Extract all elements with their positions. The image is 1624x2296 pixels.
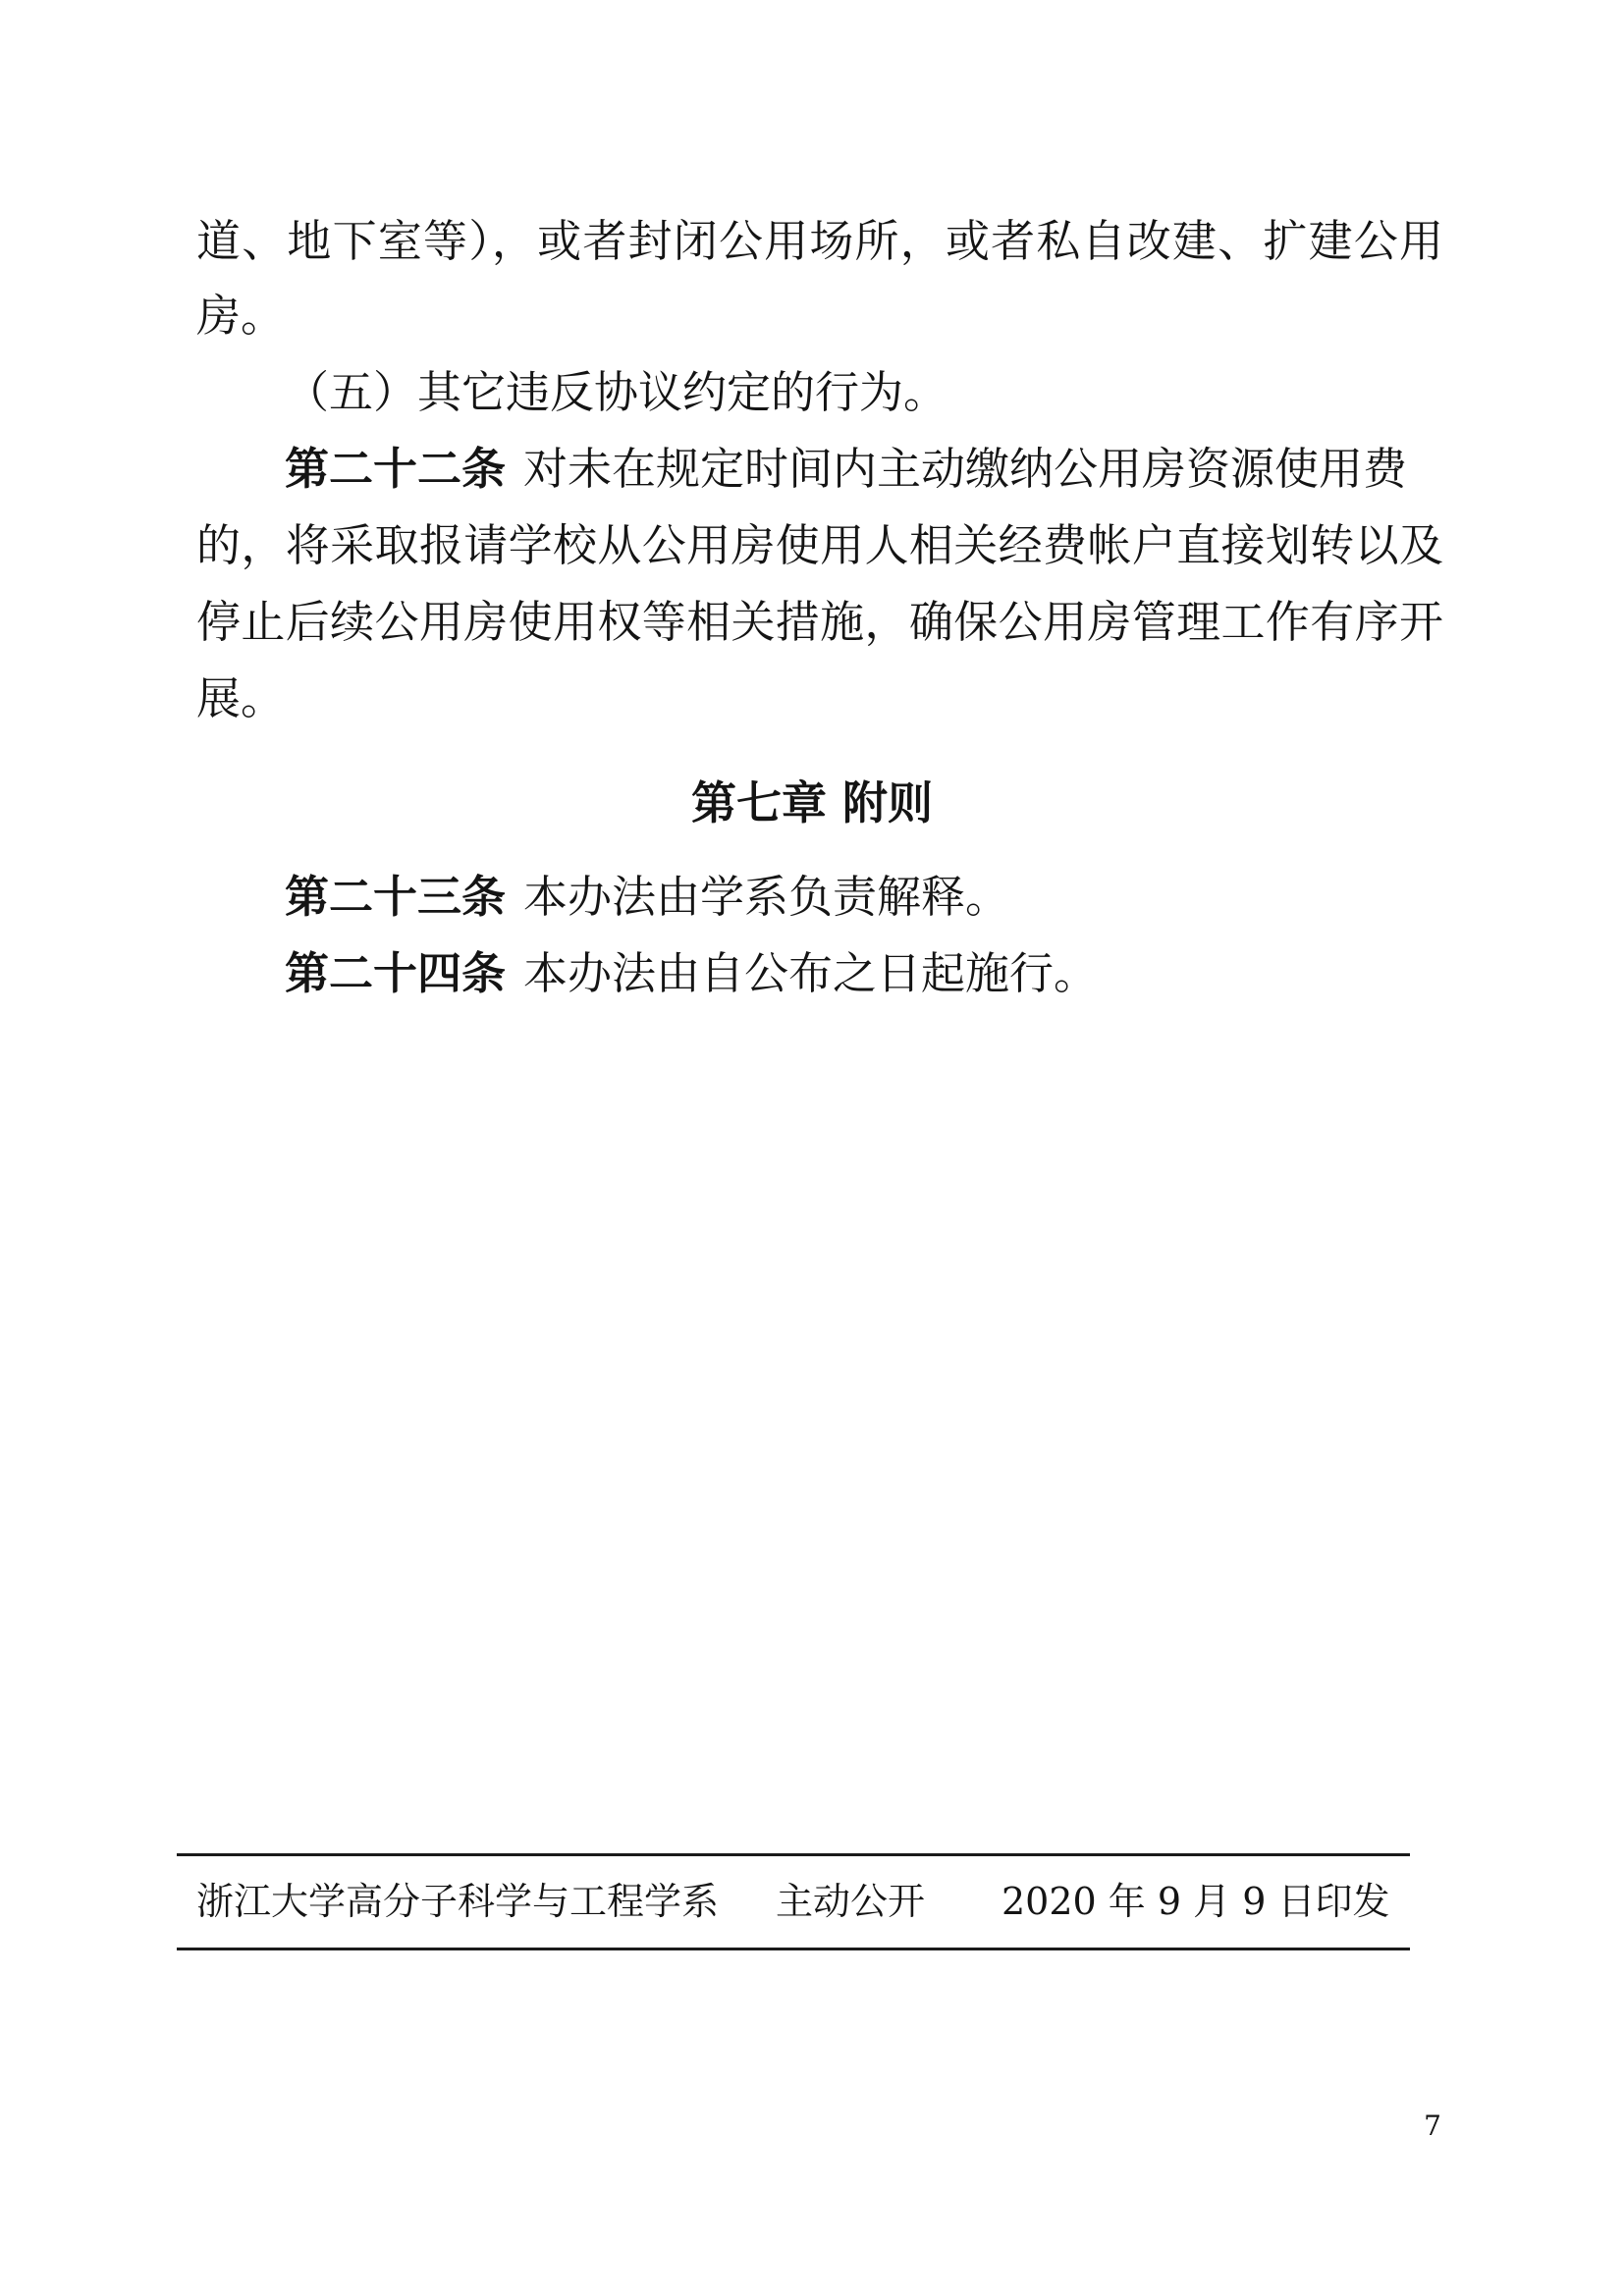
article-23 xyxy=(285,868,1443,927)
chapter-heading: 第七章 附则 xyxy=(690,776,933,829)
paragraph-line: 展。 xyxy=(196,672,286,724)
paragraph-line: 停止后续公用房使用权等相关措施，确保公用房管理工作有序开 xyxy=(196,596,1443,648)
paragraph-item-five: （五）其它违反协议约定的行为。 xyxy=(285,366,948,418)
paragraph-line: 的，将采取报请学校从公用房使用人相关经费帐户直接划转以及 xyxy=(196,519,1443,571)
article-23-text: 本办法由学系负责解释。 xyxy=(523,871,1010,923)
footer-issuer: 浙江大学高分子科学与工程学系 xyxy=(196,1880,720,1923)
footer-date: 2020 年 9 月 9 日印发 xyxy=(1001,1880,1390,1923)
article-22-heading: 第二十二条 xyxy=(285,443,507,495)
article-24-heading: 第二十四条 xyxy=(285,947,507,999)
paragraph-line: 房。 xyxy=(196,290,286,342)
article-22-first-line xyxy=(285,440,1443,499)
footer-bottom-rule xyxy=(177,1948,1410,1950)
paragraph-line: 道、地下室等），或者封闭公用场所，或者私自改建、扩建公用 xyxy=(196,215,1443,267)
footer-top-rule xyxy=(177,1853,1410,1856)
article-23-heading: 第二十三条 xyxy=(285,871,507,923)
page-number: 7 xyxy=(1424,2109,1441,2142)
footer-disclosure: 主动公开 xyxy=(776,1880,926,1923)
article-24 xyxy=(285,944,1443,1003)
article-24-text: 本办法由自公布之日起施行。 xyxy=(523,947,1099,999)
article-22-text: 对未在规定时间内主动缴纳公用房资源使用费 xyxy=(523,443,1408,495)
